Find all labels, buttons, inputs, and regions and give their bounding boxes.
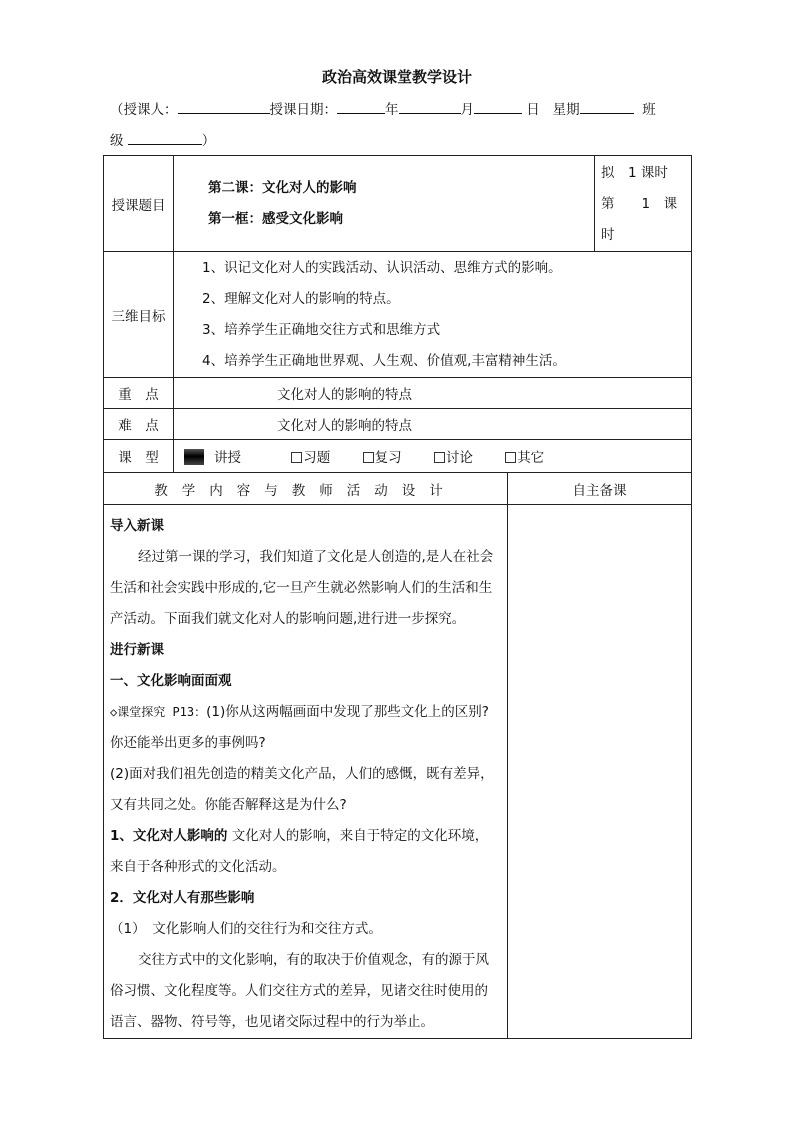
type-discussion: 讨论	[445, 450, 473, 466]
month-label: 月	[460, 102, 474, 118]
teacher-label: （授课人：	[110, 102, 178, 118]
inquiry-prefix: ◇课堂探究 P13：	[110, 705, 207, 719]
inquiry-question-1	[110, 697, 501, 759]
day-label: 日	[526, 102, 540, 118]
lesson-type-options	[174, 440, 692, 473]
class-prefix: 班	[642, 102, 656, 118]
type-review: 复习	[374, 450, 402, 466]
year-field[interactable]	[337, 101, 385, 114]
weekday-field[interactable]	[580, 101, 634, 114]
frame-title: 第一框：感受文化影响	[208, 210, 343, 227]
type-lecture: 讲授	[214, 450, 241, 466]
key-point-label: 重 点	[104, 378, 174, 409]
goals-row	[104, 252, 692, 378]
lesson-plan-table	[103, 155, 692, 1039]
topic-label: 授课题目	[104, 156, 174, 252]
goal-item: 1、识记文化对人的实践活动、认识活动、思维方式的影响。	[202, 259, 562, 276]
date-label: 授课日期：	[269, 102, 337, 118]
difficulty-label: 难 点	[104, 409, 174, 440]
goals-label: 三维目标	[104, 252, 174, 378]
year-label: 年	[385, 102, 399, 118]
lesson-type-row	[104, 440, 692, 473]
checked-box-icon[interactable]	[184, 449, 204, 465]
lesson-title: 第二课：文化对人的影响	[208, 179, 357, 196]
hours-cell	[595, 156, 692, 252]
teacher-field[interactable]	[178, 101, 270, 114]
intro-heading: 导入新课	[110, 518, 164, 534]
goals-cell	[174, 252, 692, 378]
content-row	[104, 505, 692, 1039]
key-point-row	[104, 378, 692, 409]
checkbox-icon[interactable]	[505, 452, 516, 463]
new-lesson-heading: 进行新课	[110, 642, 164, 658]
type-other: 其它	[517, 450, 545, 466]
checkbox-icon[interactable]	[363, 452, 374, 463]
checkbox-icon[interactable]	[434, 452, 445, 463]
point-two-paragraph: 交往方式中的文化影响，有的取决于价值观念，有的源于风俗习惯、文化程度等。人们交往方式的差异，见诸交往时使用的语言、器物、符号等，也见诸交际过程中的行为举止。	[110, 952, 489, 1030]
weekday-label: 星期	[552, 102, 580, 118]
self-notes-area[interactable]	[508, 505, 692, 1039]
document-title: 政治高效课堂教学设计	[321, 68, 472, 86]
goal-item: 2、理解文化对人的影响的特点。	[202, 290, 400, 307]
key-point-value: 文化对人的影响的特点	[174, 378, 692, 409]
class-field[interactable]	[128, 132, 202, 145]
planned-hours: 拟 1 课时	[601, 165, 668, 181]
topic-cell	[174, 156, 595, 252]
inquiry-question-2: (2)面对我们祖先创造的精美文化产品，人们的感慨，既有差异，又有共同之处。你能否解释这是为什么?	[110, 766, 494, 813]
intro-paragraph: 经过第一课的学习，我们知道了文化是人创造的,是人在社会生活和社会实践中形成的,它一旦产生就必然影响人们的生活和生产活动。下面我们就文化对人的影响问题,进行进一步探究。	[110, 549, 494, 627]
class-info-line	[110, 129, 215, 149]
class-label: 级	[110, 133, 124, 149]
point-two-sub-1: （1） 文化影响人们的交往行为和交往方式。	[110, 921, 382, 937]
section-header-row	[104, 473, 692, 505]
teacher-info-line	[110, 98, 656, 118]
point-one-title: 1、文化对人影响的	[110, 828, 228, 844]
section-one-heading: 一、文化影响面面观	[110, 673, 232, 689]
difficulty-value: 文化对人的影响的特点	[174, 409, 692, 440]
point-one	[110, 821, 501, 883]
close-paren: ）	[201, 133, 216, 149]
month-field[interactable]	[399, 101, 461, 114]
hour-suffix: 时	[601, 227, 615, 243]
difficulty-row	[104, 409, 692, 440]
checkbox-icon[interactable]	[291, 452, 302, 463]
topic-row	[104, 156, 692, 252]
day-field[interactable]	[474, 101, 522, 114]
lesson-type-label: 课 型	[104, 440, 174, 473]
point-one-text: 文化对人的影响，来自于特定的文化环境，来自于各种形式的文化活动。	[110, 828, 489, 875]
content-header: 教学内容与教师活动设计	[104, 473, 508, 505]
notes-header: 自主备课	[508, 473, 692, 505]
type-exercise: 习题	[303, 450, 331, 466]
hour-number: 第 1 课	[601, 196, 678, 212]
goal-item: 3、培养学生正确地交往方式和思维方式	[202, 321, 441, 338]
teaching-content	[104, 505, 508, 1039]
goal-item: 4、培养学生正确地世界观、人生观、价值观,丰富精神生活。	[202, 352, 566, 369]
inquiry-text: (1)你从这两幅画面中发现了那些文化上的区别?你还能举出更多的事例吗?	[110, 704, 489, 751]
point-two-title: 2．文化对人有那些影响	[110, 890, 255, 906]
